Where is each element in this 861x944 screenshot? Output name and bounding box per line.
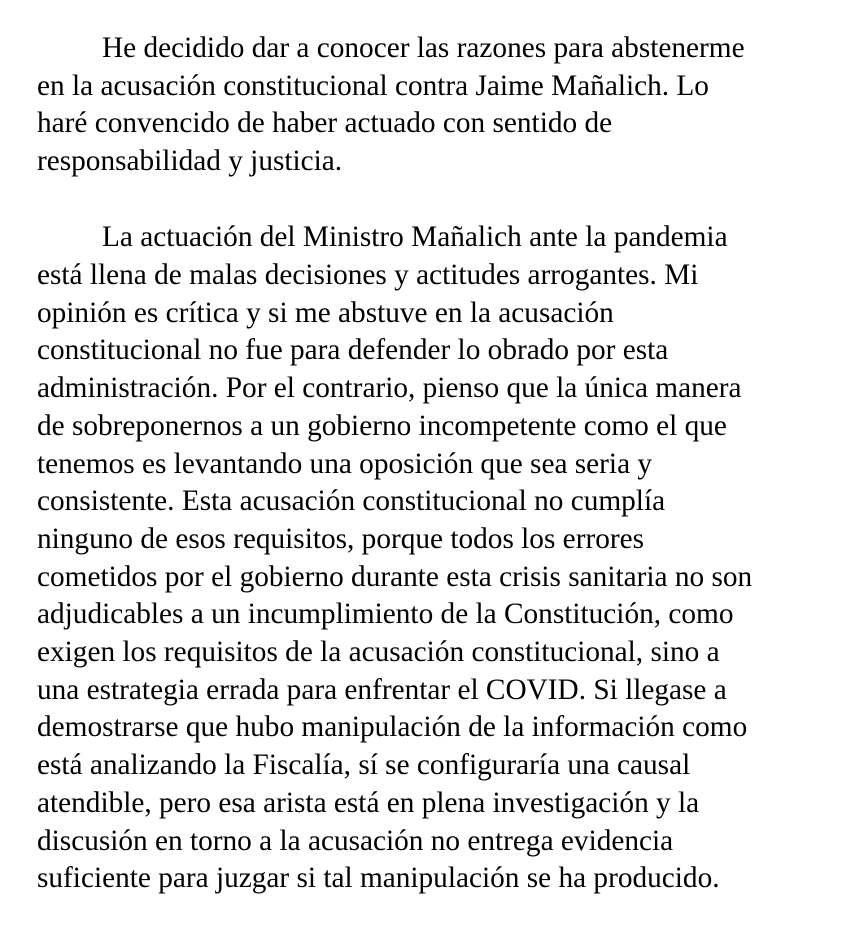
text-line: atendible, pero esa arista está en plena investigación y la: [37, 786, 700, 819]
paragraph-2: [37, 219, 861, 898]
text-line: está llena de malas decisiones y actitudes arrogantes. Mi: [37, 259, 699, 292]
text-line: adjudicables a un incumplimiento de la Constitución, como: [37, 598, 734, 631]
text-line: discusión en torno a la acusación no entrega evidencia: [37, 824, 674, 857]
text-line: ninguno de esos requisitos, porque todos los errores: [37, 522, 645, 555]
text-line: en la acusación constitucional contra Jaime Mañalich. Lo: [37, 69, 709, 102]
paragraph-1: [37, 30, 861, 181]
text-line: exigen los requisitos de la acusación constitucional, sino a: [37, 636, 720, 669]
text-line: cometidos por el gobierno durante esta crisis sanitaria no son: [37, 560, 753, 593]
text-line: La actuación del Ministro Mañalich ante la pandemia: [102, 221, 728, 254]
text-line: una estrategia errada para enfrentar el COVID. Si llegase a: [37, 673, 727, 706]
text-line: está analizando la Fiscalía, sí se configuraría una causal: [37, 749, 691, 782]
document-page: [37, 30, 861, 898]
text-line: responsabilidad y justicia.: [37, 145, 343, 178]
text-line: haré convencido de haber actuado con sentido de: [37, 107, 613, 140]
text-line: consistente. Esta acusación constitucional no cumplía: [37, 485, 666, 518]
text-line: opinión es crítica y si me abstuve en la acusación: [37, 296, 614, 329]
text-line: constitucional no fue para defender lo obrado por esta: [37, 334, 669, 367]
text-line: de sobreponernos a un gobierno incompetente como el que: [37, 409, 727, 442]
text-line: tenemos es levantando una oposición que sea seria y: [37, 447, 653, 480]
text-line: suficiente para juzgar si tal manipulación se ha producido.: [37, 862, 720, 895]
text-line: administración. Por el contrario, pienso que la única manera: [37, 372, 742, 405]
paragraph-spacer: [37, 181, 861, 220]
text-line: He decidido dar a conocer las razones para abstenerme: [102, 32, 745, 64]
text-line: demostrarse que hubo manipulación de la información como: [37, 711, 748, 744]
